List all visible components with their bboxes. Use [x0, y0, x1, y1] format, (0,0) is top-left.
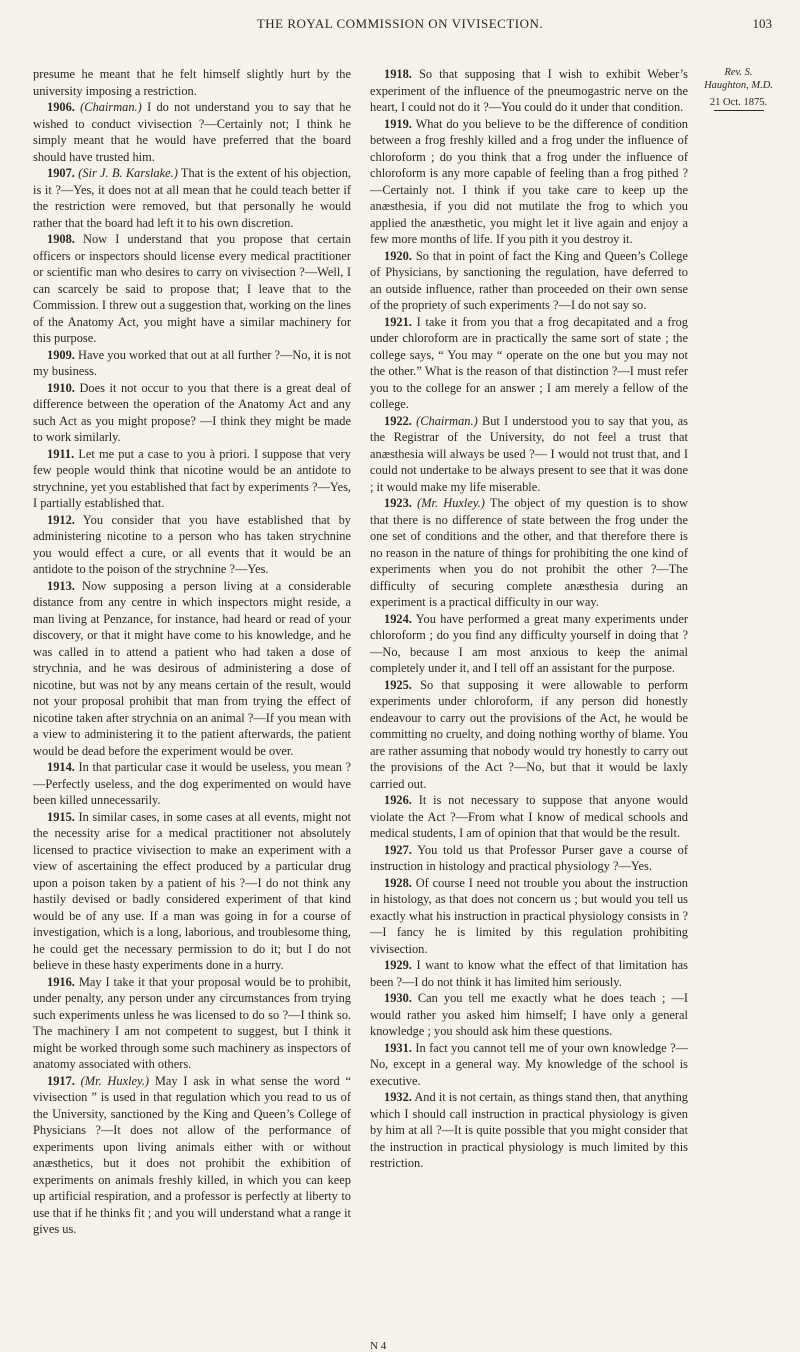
testimony-paragraph — [33, 66, 351, 99]
question-number: 1926. — [384, 793, 412, 807]
paragraph-text: Have you worked that out at all further ?—No, it is not my business. — [33, 347, 351, 378]
testimony-paragraph — [370, 495, 688, 611]
question-number: 1921. — [384, 314, 412, 329]
paragraph-text: I do not understand you to say that he wished to conduct vivisection ?—Certainly not; I think he simply meant that he would have preferred that the board should have trusted him. — [33, 100, 351, 164]
testimony-paragraph — [33, 578, 351, 760]
signature-mark: N 4 — [370, 1340, 387, 1352]
speaker-label: (Sir J. B. Karslake.) — [78, 166, 178, 180]
question-number: 1930. — [384, 991, 412, 1005]
witness-date: 21 Oct. 1875. — [709, 97, 768, 108]
running-title: THE ROYAL COMMISSION ON VIVISECTION. — [256, 16, 544, 31]
paragraph-text: In fact you cannot tell me of your own knowledge ?—No, except in a general way. My knowledge of the school is executive. — [370, 1040, 688, 1088]
paragraph-text: That is the extent of his objection, is it ?—Yes, it does not at all mean that he could teach better if the restriction were removed, but that personally he would rather that the board had left it to his own discretion. — [33, 166, 351, 230]
testimony-paragraph — [33, 231, 351, 347]
paragraph-text: Can you tell me exactly what he does teach ; —I would rather you asked him himself; I have only a general knowledge ; you should ask him these questions. — [370, 991, 688, 1038]
testimony-paragraph — [33, 974, 351, 1073]
testimony-paragraph — [33, 446, 351, 512]
testimony-paragraph — [370, 248, 688, 314]
question-number: 1922. — [384, 413, 412, 428]
testimony-paragraph — [370, 957, 688, 990]
question-number: 1928. — [384, 875, 412, 890]
question-number: 1932. — [384, 1090, 412, 1104]
paragraph-text: I take it from you that a frog decapitated and a frog under chloroform are in practically the same sort of state ; the college says, “ You may “ operate on the one but you may not the other.” What is the reason of that distinction ?—I must refer you to the college for an answer ; I am merely a fellow of the college. — [370, 314, 688, 411]
speaker-label: (Chairman.) — [80, 100, 142, 114]
paragraph-text: And it is not certain, as things stand then, that anything which I should call instruction in practical physiology is given by him at all ?—It is quite possible that you might consider that the instruction in practical physiology is much limited by this restriction. — [370, 1090, 688, 1170]
paragraph-text: May I take it that your proposal would be to prohibit, under penalty, any person under any circumstances from trying such experiments unless he was licensed to do so ?—I think so. The machinery I am not competent to suggest, but I think it might be worked through some such machinery as inspectors of anatomy associated with others. — [33, 974, 351, 1071]
paragraph-text: You told us that Professor Purser gave a course of instruction in histology and practical physiology ?—Yes. — [370, 842, 688, 873]
testimony-paragraph — [33, 347, 351, 380]
paragraph-text: It is not necessary to suppose that anyone would violate the Act ?—From what I know of medical schools and medical students, I am of opinion that that would be the result. — [370, 793, 688, 840]
testimony-paragraph — [370, 875, 688, 958]
paragraph-text: What do you believe to be the difference of condition between a frog freshly killed and a frog under the influence of chloroform ; do you think that a frog under the influence of chloroform is any more capable of feeling than a frog pithed ?—Certainly not. I think if you take care to keep up the anæsthesia, if you did not mutilate the frog to which you applied the anæsthetic, you might let it live again and enjoy a few more months of life. If you pith it you destroy it. — [370, 116, 689, 246]
testimony-paragraph — [33, 165, 351, 231]
testimony-paragraph — [370, 677, 688, 793]
question-number: 1915. — [47, 809, 75, 824]
question-number: 1913. — [47, 578, 75, 593]
paragraph-text: You consider that you have established that by administering nicotine to a person who has taken strychnine you would effect a cure, or all events that it would be an antidote to the poison of the strychnine ?—Yes. — [33, 512, 351, 576]
question-number: 1920. — [384, 248, 412, 263]
question-number: 1912. — [47, 512, 75, 527]
question-number: 1906. — [47, 100, 75, 114]
paragraph-text: So that in point of fact the King and Queen’s College of Physicians, by sanctioning the regulation, have deferred to an outside influence, rather than proceeded on their own sense of the propriety of such experiments ?—I do not say so. — [370, 248, 688, 312]
question-number: 1914. — [47, 760, 75, 774]
right-column — [370, 66, 688, 1172]
testimony-paragraph — [33, 809, 351, 974]
testimony-paragraph — [370, 413, 688, 496]
testimony-paragraph — [33, 759, 351, 809]
speaker-label: (Mr. Huxley.) — [417, 496, 485, 510]
question-number: 1924. — [384, 611, 412, 626]
paragraph-text: Now supposing a person living at a considerable distance from any centre in which inspectors might reside, a man living at Penzance, for instance, had heard or read of your discovery, or that it might have come to his knowledge, and he was called in to attend a patient who had taken a dose of strychnia, and he was desirous of administering a dose of nicotine, but was not by any means certain of the result, would not your proposal prohibit that man from trying the effect of nicotine taken after strychnia on an animal ?—If you mean with a view to administering it to the patient afterwards, the patient would be dead before the experiment would be over. — [33, 578, 351, 758]
paragraph-text: You have performed a great many experiments under chloroform ; do you find any difficulty yourself in doing that ?—No, because I am most anxious to keep the animal completely under it, and I tell off an assistant for the purpose. — [370, 611, 688, 675]
question-number: 1923. — [384, 496, 412, 510]
testimony-paragraph — [370, 990, 688, 1040]
paragraph-text: So that supposing that I wish to exhibit Weber’s experiment of the influence of the pneumogastric nerve on the heart, I could not do it ?—You could do it under that condition. — [370, 67, 688, 114]
paragraph-text: The object of my question is to show that there is no difference of state between the frog under the one set of conditions and the other, and that therefore there is no reason in the nature of things for prohibiting the one kind of experiments when you do not prohibit the other ?—The difficulty of securing complete anæsthesia during an experiment is a practical difficulty in our way. — [370, 496, 688, 609]
page-number: 103 — [752, 16, 772, 31]
testimony-paragraph — [370, 314, 688, 413]
paragraph-text: Let me put a case to you à priori. I suppose that very few people would think that nicotine would be an antidote to strychnine, yet you established that fact by experiments ?—Yes, I partially established that. — [33, 446, 351, 510]
testimony-paragraph — [370, 66, 688, 116]
margin-note — [701, 66, 776, 111]
testimony-paragraph — [370, 792, 688, 842]
speaker-label: (Mr. Huxley.) — [80, 1073, 150, 1088]
question-number: 1919. — [384, 116, 412, 131]
testimony-paragraph — [33, 1073, 351, 1238]
question-number: 1908. — [47, 232, 75, 246]
testimony-paragraph — [33, 512, 351, 578]
testimony-paragraph — [370, 842, 688, 875]
question-number: 1916. — [47, 974, 75, 989]
testimony-paragraph — [370, 1040, 688, 1090]
testimony-paragraph — [370, 611, 688, 677]
question-number: 1931. — [384, 1040, 412, 1055]
question-number: 1925. — [384, 677, 412, 692]
question-number: 1929. — [384, 958, 412, 972]
question-number: 1909. — [47, 347, 75, 362]
paragraph-text: Of course I need not trouble you about the instruction in histology, as that does not concern us ; but would you tell us exactly what his instruction in practical physiology consists in ?—I fancy he is limited by this regulation prohibiting vivisection. — [370, 875, 688, 956]
question-number: 1917. — [47, 1073, 75, 1088]
testimony-paragraph — [33, 380, 351, 446]
speaker-label: (Chairman.) — [416, 413, 478, 428]
question-number: 1918. — [384, 67, 412, 81]
paragraph-text: Now I understand that you propose that certain officers or inspectors should license every medical practitioner or scientific man who desires to carry on vivisection ?—Well, I can scarcely be said to propose that; I leave that to the Commission. I threw out a suggestion that, working on the lines of the Anatomy Act, you might have a similar machinery for this purpose. — [33, 232, 351, 345]
paragraph-text: In similar cases, in some cases at all events, might not the necessity arise for a medical practitioner not absolutely licensed to practice vivisection to make an experiment with a view of ascertaining the effect produced by a particular drug upon a poison taken by a patient of his ?—I do not think any hastily devised or badly considered experiment of that kind would be of any use. If a man was going in for a course of investigation, which is a long, laborious, and troublesome thing, he could get the necessary permission to do it; but I do not believe in these hasty experiments done in a hurry. — [33, 809, 351, 972]
testimony-paragraph — [370, 1089, 688, 1172]
paragraph-text: presume he meant that he felt himself slightly hurt by the university imposing a restriction. — [33, 67, 351, 98]
paragraph-text: I want to know what the effect of that limitation has been ?—I do not think it has limited him seriously. — [370, 958, 688, 989]
paragraph-text: So that supposing it were allowable to perform experiments under chloroform, if any person did honestly endeavour to carry out the provisions of the Act, he would be committing no cruelty, and doing nothing worthy of blame. You are rather assuming that nobody would try honestly to carry out the provisions of the Act ?—No, but that it would be laxly carried out. — [370, 677, 688, 791]
question-number: 1927. — [384, 842, 412, 857]
testimony-paragraph — [370, 116, 688, 248]
witness-name: Rev. S. Haughton, M.D. — [704, 67, 773, 91]
page-header — [0, 16, 800, 36]
paragraph-text: In that particular case it would be useless, you mean ?—Perfectly useless, and the dog experimented on would have been killed unnecessarily. — [33, 760, 352, 807]
margin-divider — [714, 110, 764, 111]
question-number: 1910. — [47, 380, 75, 395]
left-column — [33, 66, 351, 1238]
paragraph-text: But I understood you to say that you, as the Registrar of the University, do not feel a trust that anæsthesia will always be used ?— I would not trust that, and I could not undertake to be always present to see that it was done ; it would make my life miserable. — [370, 413, 688, 494]
question-number: 1911. — [47, 446, 75, 461]
question-number: 1907. — [47, 166, 75, 180]
testimony-paragraph — [33, 99, 351, 165]
paragraph-text: May I ask in what sense the word “ vivisection ” is used in that regulation which you read to us of the University, sanctioned by the King and Queen’s College of Physicians ?—It does not allow of the performance of experiments upon living animals either with or without anæsthetics, but it does not prohibit the exhibition of experiments on animals freshly killed, in which you can keep up artificial respiration, and a professor is perfectly at liberty to use that if he thinks fit ; and you will understand what a range it gives us. — [33, 1073, 351, 1236]
paragraph-text: Does it not occur to you that there is a great deal of difference between the operation of the Anatomy Act and any such Act as you might propose? —I think they might be made to work similarly. — [33, 380, 351, 444]
